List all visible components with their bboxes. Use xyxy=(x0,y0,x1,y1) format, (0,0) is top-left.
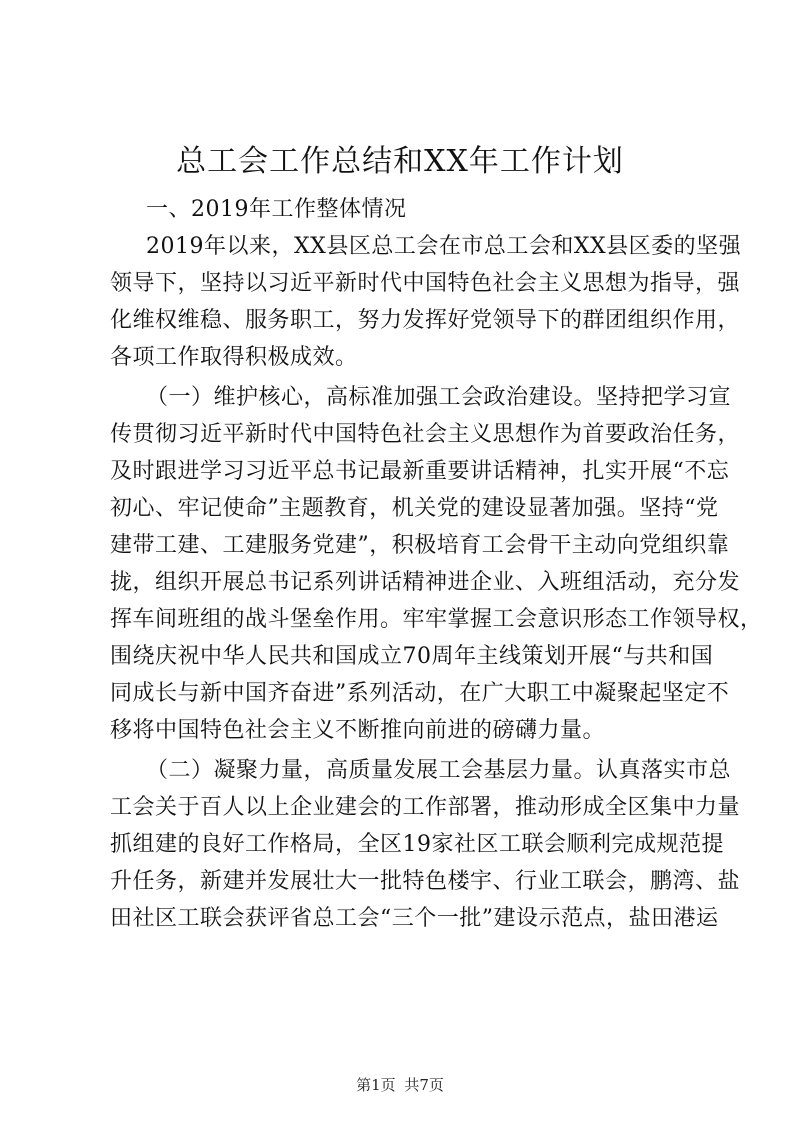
paragraph-line: 田社区工联会获评省总工会“三个一批”建设示范点，盐田港运 xyxy=(110,906,719,931)
paragraph-line: 2019年以来，XX县区总工会在市总工会和XX县区委的坚强 xyxy=(146,234,742,259)
paragraph-line: （一）维护核心，高标准加强工会政治建设。坚持把学习宣 xyxy=(146,385,732,410)
page-number: 第1页 xyxy=(356,1076,396,1094)
paragraph-line: 围绕庆祝中华人民共和国成立70周年主线策划开展“与共和国 xyxy=(110,644,714,669)
paragraph-line: 抓组建的良好工作格局，全区19家社区工联会顺利完成规范提 xyxy=(110,832,724,857)
paragraph-line: 化维权维稳、服务职工，努力发挥好党领导下的群团组织作用， xyxy=(110,308,741,333)
paragraph-line: 初心、牢记使命”主题教育，机关党的建设显著加强。坚持“党 xyxy=(110,496,719,521)
paragraph-line: 各项工作取得积极成效。 xyxy=(110,345,358,370)
paragraph-line: 同成长与新中国齐奋进”系列活动，在广大职工中凝聚起坚定不 xyxy=(110,681,730,706)
paragraph-line: （二）凝聚力量，高质量发展工会基层力量。认真落实市总 xyxy=(146,758,732,783)
page-total: 共7页 xyxy=(404,1076,444,1094)
paragraph-line: 拢，组织开展总书记系列讲话精神进企业、入班组活动，充分发 xyxy=(110,570,741,595)
paragraph-line: 工会关于百人以上企业建会的工作部署，推动形成全区集中力量 xyxy=(110,795,741,820)
section-heading: 一、2019年工作整体情况 xyxy=(146,197,407,222)
document-body xyxy=(110,191,763,937)
paragraph-line: 及时跟进学习习近平总书记最新重要讲话精神，扎实开展“不忘 xyxy=(110,459,730,484)
document-title: 总工会工作总结和XX年工作计划 xyxy=(176,144,624,179)
paragraph-line: 建带工建、工建服务党建”，积极培育工会骨干主动向党组织靠 xyxy=(110,533,730,558)
paragraph-line: 挥车间班组的战斗堡垒作用。牢牢掌握工会意识形态工作领导权， xyxy=(110,607,763,632)
paragraph-line: 移将中国特色社会主义不断推向前进的磅礴力量。 xyxy=(110,718,606,743)
page-footer xyxy=(0,1075,800,1095)
paragraph-line: 升任务，新建并发展壮大一批特色楼宇、行业工联会，鹏湾、盐 xyxy=(110,869,741,894)
paragraph-line: 传贯彻习近平新时代中国特色社会主义思想作为首要政治任务， xyxy=(110,422,741,447)
paragraph-line: 领导下，坚持以习近平新时代中国特色社会主义思想为指导，强 xyxy=(110,271,741,296)
